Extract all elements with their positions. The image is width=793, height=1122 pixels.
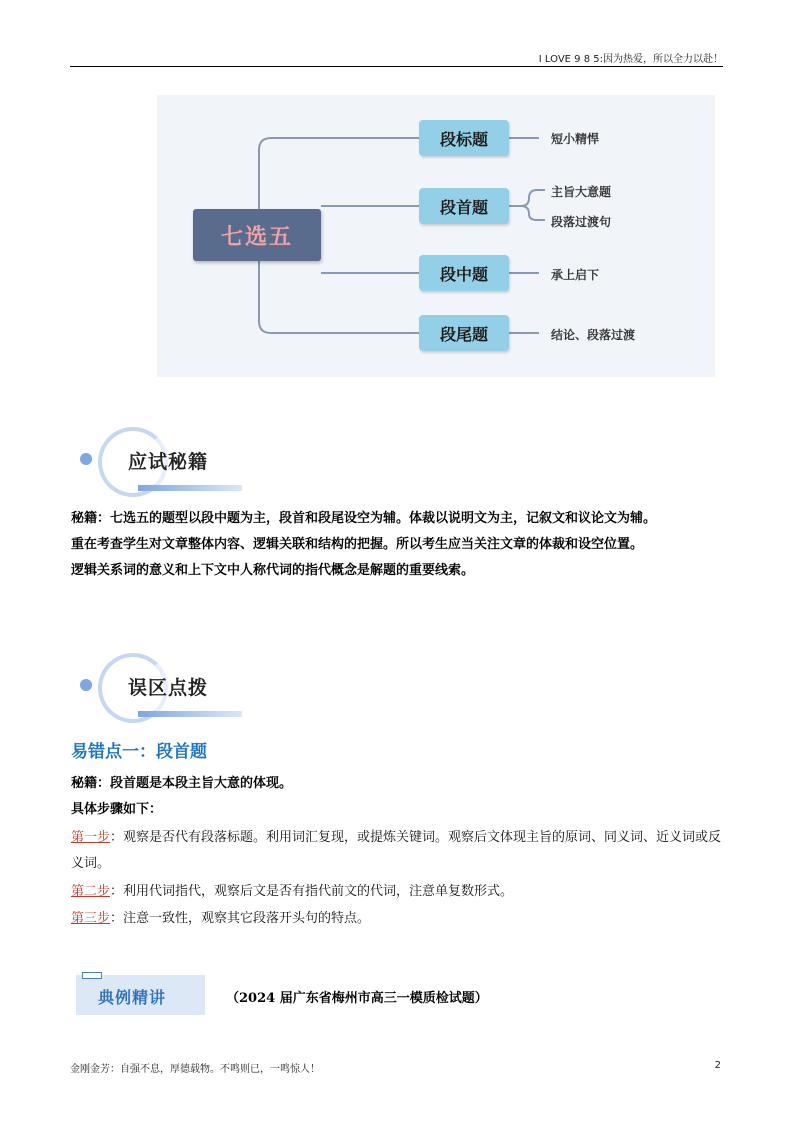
step-text: ：利用代词指代，观察后文是否有指代前文的代词，注意单复数形式。 xyxy=(110,884,514,899)
step-text: ：注意一致性，观察其它段落开头句的特点。 xyxy=(110,911,371,926)
mindmap-leaf: 短小精悍 xyxy=(551,132,600,146)
footer-motto: 金刚金芳：自强不息，厚德载物。不鸣则已，一鸣惊人！ xyxy=(70,1064,320,1075)
step-3 xyxy=(71,906,723,932)
mistake-heading: 易错点一：段首题 xyxy=(71,742,207,762)
mindmap-leaf: 承上启下 xyxy=(551,268,600,282)
mindmap-leaf: 结论、段落过渡 xyxy=(551,328,636,342)
example-source: （2024 届广东省梅州市高三一模质检试题） xyxy=(226,991,488,1006)
mindmap-node-end: 段尾题 xyxy=(419,315,509,351)
section-dot-icon xyxy=(80,679,92,691)
header-rule xyxy=(70,66,723,67)
step-label: 第三步 xyxy=(71,911,111,926)
section-underline xyxy=(138,485,242,491)
steps-intro: 具体步骤如下： xyxy=(71,802,163,817)
step-text: ：观察是否代有段落标题。利用词汇复现，或提炼关键词。观察后文体现主旨的原词、同义词、近义词或反义词。 xyxy=(71,830,722,871)
section-underline xyxy=(138,711,242,717)
tips-line: 逻辑关系词的意义和上下文中人称代词的指代概念是解题的重要线索。 xyxy=(71,563,475,578)
mindmap-leaf: 主旨大意题 xyxy=(551,185,612,199)
step-label: 第二步 xyxy=(71,884,111,899)
tips-line: 重在考查学生对文章整体内容、逻辑关联和结构的把握。所以考生应当关注文章的体裁和设空位置。 xyxy=(71,537,644,552)
page-number: 2 xyxy=(714,1060,721,1071)
step-2 xyxy=(71,879,723,905)
section-title: 误区点拨 xyxy=(128,677,209,699)
tips-line: 秘籍：七选五的题型以段中题为主，段首和段尾设空为辅。体裁以说明文为主，记叙文和议论文为辅。 xyxy=(71,511,657,526)
mindmap-diagram xyxy=(157,95,715,377)
section-title: 应试秘籍 xyxy=(128,451,209,473)
mindmap-leaf: 段落过渡句 xyxy=(551,215,612,229)
badge-tab-icon xyxy=(82,972,102,979)
section-header-exam-tips xyxy=(76,427,246,497)
section-dot-icon xyxy=(80,453,92,465)
mistake-secret: 秘籍：段首题是本段主旨大意的体现。 xyxy=(71,776,293,791)
section-header-misconceptions xyxy=(76,653,246,723)
mindmap-node-first-sentence: 段首题 xyxy=(419,188,509,224)
mindmap-node-middle: 段中题 xyxy=(419,255,509,291)
step-1 xyxy=(71,825,723,877)
header-slogan: I LOVE 9 8 5:因为热爱，所以全力以赴！ xyxy=(538,54,723,65)
example-badge xyxy=(76,975,205,1015)
step-label: 第一步 xyxy=(71,830,111,845)
mindmap-node-section-title: 段标题 xyxy=(419,120,509,156)
example-label: 典例精讲 xyxy=(98,988,167,1007)
mindmap-root: 七选五 xyxy=(193,209,321,261)
